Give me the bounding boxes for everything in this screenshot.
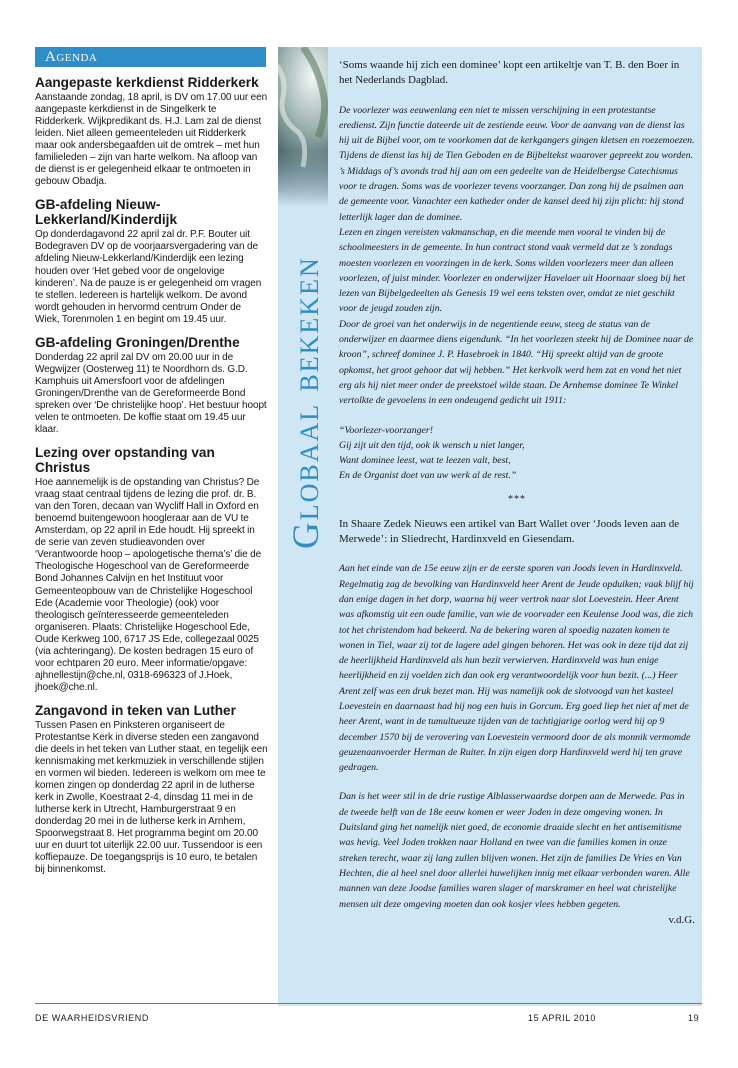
footer-publication: DE WAARHEIDSVRIEND bbox=[35, 1013, 149, 1023]
article-paragraph: Aan het einde van de 15e eeuw zijn er de eerste sporen van Joods leven in Hardinxveld. Regelmatig zag de bevolking van Hardinxveld heer Arent de Jeude opduiken; vaak blijf hij dan enige dagen in het dorp, waarna hij weer vertrok naar slot Loevestein. Heer Arent was afkomstig uit een oude familie, van wie de voorvader een Keulense Jood was, die zich tot het christendom had bekeerd. Na de bekering waren al spoedig nazaten komen te wonen in Tiel, waar zij tot de lagere adel gingen behoren. Het was ook in deze tijd dat zij de heerlijkheid Hardinxveld als hun bezit verwierven. Hardinxveld was hun enige heerlijkheid en zij voelden zich dan ook erg verantwoordelijk voor hun bezit. (...) Heer Arent zelf was een druk bezet man. Hij was namelijk ook de slotvoogd van het kasteel Loevestein en daarnaast had hij nog een huis in Gorcum. Erg goed liep het niet af met de heer Arent, want in de tumultueuze tijden van de tachtigjarige oorlog werd hij op 9 december 1570 bij de verovering van Loevestein vermoord door de als monnik vermomde geuzenaanvoerder Herman de Ruiter. In zijn eigen dorp Hardinxveld werd hij ten grave gedragen. bbox=[339, 563, 694, 774]
agenda-item-title: Aangepaste kerkdienst Ridderkerk bbox=[35, 75, 259, 90]
agenda-item bbox=[35, 75, 268, 188]
page-number: 19 bbox=[688, 1013, 700, 1023]
agenda-item bbox=[35, 445, 268, 694]
agenda-item bbox=[35, 335, 268, 436]
poem-line: En de Organist doet van uw werk al de rest.” bbox=[339, 470, 517, 482]
article-paragraph: De voorlezer was eeuwenlang een niet te missen verschijning in een protestantse eredienst. Zijn functie dateerde uit de zestiende eeuw. Voor de aanvang van de dienst las hij uit de Bijbel voor, om te voorkomen dat de kerkgangers gingen kletsen en roezemoezen. Tijdens de dienst las hij de Tien Geboden en de Bijbeltekst waarover gepreekt zou worden. ’s Middags of’s avonds trad hij aan om een gedeelte van de Heidelbergse Catechismus voor te dragen. Soms was de voorlezer tevens voorzanger. Dan zong hij de psalmen aan de gemeente voor. Vanachter een katheder onder de kansel deed hij zijn plicht: hij stond letterlijk lager dan de dominee. bbox=[339, 104, 695, 223]
agenda-column bbox=[35, 75, 268, 886]
agenda-item-title: Lezing over opstanding van Christus bbox=[35, 445, 215, 476]
agenda-header: Agenda bbox=[35, 47, 266, 67]
poem-line: Want dominee leest, wat te leezen valt, best, bbox=[339, 455, 511, 467]
agenda-item-title: GB-afdeling Nieuw-Lekkerland/Kinderdijk bbox=[35, 197, 178, 228]
poem-line: “Voorlezer-voorzanger! bbox=[339, 424, 433, 436]
globaal-bekeken-panel bbox=[328, 47, 702, 1006]
poem-line: Gij zijt uit den tijd, ook ik wensch u niet langer, bbox=[339, 439, 525, 451]
agenda-item-body: Hoe aannemelijk is de opstanding van Christus? De vraag staat centraal tijdens de lezing die prof. dr. B. van den Toren, decaan van Wycliff Hall in Oxford en benoemd buitengewoon hoogleraar aan de VU te Amsterdam, op 22 april in Ede houdt. Hij spreekt in de serie van zeven studieavonden over ‘Verantwoorde hoop – apologetische thema’s’ die de Theologische Hogeschool van de Gereformeerde Bond Johannes Calvijn en het Instituut voor Gemeenteopbouw van de Christelijke Hogeschool Ede (Academie voor Theologie) (ook) voor theologisch geïnteresseerde gemeenteleden organiseren. Plaats: Christelijke Hogeschool Ede, Oude Kerkweg 100, 6717 JS Ede, collegezaal 0025 (via achteringang). De kosten bedragen 15 euro of voor echtparen 20 euro. Meer informatie/opgave: ajhnellestijn@che.nl, 0318-696323 of J.Hoek, jhoek@che.nl. bbox=[35, 477, 262, 693]
section-band bbox=[278, 47, 328, 1006]
author-signature: v.d.G. bbox=[668, 913, 695, 926]
agenda-item bbox=[35, 197, 268, 325]
agenda-item-title: Zangavond in teken van Luther bbox=[35, 702, 236, 718]
agenda-item-body: Op donderdagavond 22 april zal dr. P.F. Bouter uit Bodegraven DV op de voorjaarsvergadering van de afdeling Nieuw-Lekkerland/Kinderdijk een lezing houden over ‘Het gebed voor de ongelovige kinderen’. Na de pauze is er gelegenheid om vragen te stellen. Iedereen is hartelijk welkom. De avond wordt gehouden in hervormd centrum Onder de Wiek, Torenmolen 1 en begint om 19.45 uur. bbox=[35, 229, 262, 325]
agenda-item-body: Aanstaande zondag, 18 april, is DV om 17.00 uur een aangepaste kerkdienst in de Singelkerk te Ridderkerk. Wijkpredikant ds. H.J. Lam zal de dienst leiden. Niet alleen gemeenteleden uit Ridderkerk maar ook andersbegaafden uit de omtrek – met hun familieleden – zijn van harte welkom. Na afloop van de dienst is er gelegenheid elkaar te ontmoeten in gebouw Obadja. bbox=[35, 92, 268, 188]
footer-date: 15 APRIL 2010 bbox=[528, 1013, 597, 1023]
article-paragraph: Lezen en zingen vereisten vakmanschap, en die meende men vooral te vinden bij de schoolmeesters in de gemeente. In hun contract stond vaak vermeld dat ze ’s zondags moesten voorlezen en voorzingen in de kerk. Soms wilden voorlezers meer dan alleen voorlezen, of juist minder. Voorlezer en onderwijzer Havelaer uit Hoornaar sloeg bij het lezen van Bijbelgedeelten als Genesis 19 wel eens teksten over, omdat ze niet geschikt voor de jeugd zouden zijn. bbox=[339, 226, 686, 315]
article-paragraph: Dan is het weer stil in de drie rustige Alblasserwaardse dorpen aan de Merwede. Pas in de tweede helft van de 18e eeuw komen er weer Joden in deze omgeving wonen. In Duitsland ging het namelijk niet goed, de economie draaide slecht en het antisemitisme was hevig. Veel Joden trokken naar Holland en twee van die families komen in onze streken terecht, waar zij lang zullen blijven wonen. Het zijn de families De Vries en Van Hechten, die al heel snel door allerlei huwelijken innig met elkaar verbonden waren. Alle mannen van deze Joodse families waren slager of marskramer en heel wat christelijke mensen uit deze omgeving moeten dan ook kosjer vlees hebben gegeten. bbox=[339, 791, 690, 910]
separator: *** bbox=[508, 493, 526, 505]
intro-paragraph: In Shaare Zedek Nieuws een artikel van Bart Wallet over ‘Joods leven aan de Merwede’: in Sliedrecht, Hardinxveld en Giesendam. bbox=[339, 517, 680, 546]
intro-paragraph: ‘Soms waande hij zich een dominee’ kopt een artikeltje van T. B. den Boer in het Nederlands Dagblad. bbox=[339, 59, 680, 87]
agenda-item-body: Tussen Pasen en Pinksteren organiseert de Protestantse Kerk in diverse steden een zangavond die deels in het teken van Luther staat, en tegelijk een kennismaking met kerkmuziek in verschillende stijlen en vormen wil bieden. Iedereen is welkom om mee te komen zingen op donderdag 22 april in de lutherse kerk in Zwolle, Koestraat 2-4, dinsdag 11 mei in de lutherse kerk in Utrecht, Hamburgerstraat 9 en donderdag 20 mei in de lutherse kerk in Arnhem, Spoorwegstraat 8. Het programma begint om 20.00 uur en duurt tot uiterlijk 22.00 uur. Tussendoor is een koffiepauze. De toegangsprijs is 10 euro, te betalen bij binnenkomst. bbox=[35, 719, 268, 876]
agenda-item-body: Donderdag 22 april zal DV om 20.00 uur in de Wegwijzer (Oosterweg 11) te Noordhorn ds. G.D. Kamphuis uit Amersfoort voor de afdelingen Groningen/Drenthe van de Gereformeerde Bond spreken over ‘De christelijke hoop’. Het bestuur hoopt velen te ontmoeten. De koffie staat om 19.45 uur klaar. bbox=[35, 351, 267, 436]
section-title: Globaal bekeken bbox=[286, 256, 327, 549]
globe-image bbox=[278, 47, 328, 207]
agenda-item bbox=[35, 703, 268, 877]
agenda-item-title: GB-afdeling Groningen/Drenthe bbox=[35, 334, 240, 350]
article-paragraph: Door de groei van het onderwijs in de negentiende eeuw, steeg de status van de onderwijzer en daarmee diens eigendunk. “In het voorlezen steekt hij de Dominee naar de kroon”, schreef dominee J. P. Hasebroek in 1840. “Hij spreekt altijd van de groote opkomst, het groot gehoor dat wij hebben.” Het kerkvolk werd hem zat en vond het niet erg als hij niet meer onder de preekstoel wilde staan. De Arnhemse dominee Te Winkel vertolkte de gevoelens in een ondeugend gedicht uit 1911: bbox=[339, 318, 694, 407]
footer-divider bbox=[35, 1003, 702, 1004]
